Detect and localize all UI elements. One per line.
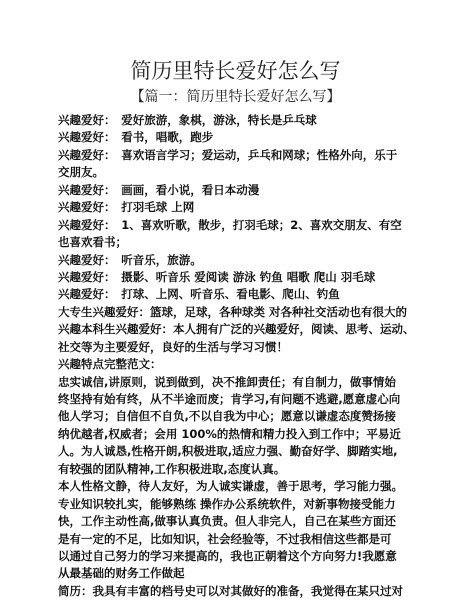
text-line: 有较强的团队精神,工作积极进取,态度认真。 (58, 461, 286, 476)
text-line: 兴趣爱好： 打球、上网、听音乐、看电影、爬山、钓鱼 (58, 287, 340, 302)
text-line: 终坚持有始有终，从不半途而废；肯学习,有问题不逃避,愿意虚心向 (58, 392, 401, 406)
text-line: 兴趣爱好： 打羽毛球 上网 (58, 200, 195, 215)
text-line: 兴趣爱好： 听音乐，旅游。 (58, 252, 202, 267)
text-line: 交朋友。 (58, 165, 104, 180)
text-line: 人。为人诚恳,性格开朗,积极进取,适应力强、勤奋好学、脚踏实地, (58, 444, 398, 459)
text-line: 兴趣爱好： 爱好旅游，象棋，游泳，特长是乒乓球 (58, 113, 317, 127)
text-line: 忠实诚信,讲原则，说到做到，决不推卸责任；有自制力，做事情始 (58, 374, 396, 389)
text-line: 兴趣爱好： 画画，看小说，看日本动漫 (58, 182, 260, 197)
text-line: 兴趣爱好： 摄影、听音乐 爱阅读 游泳 钓鱼 唱歌 爬山 羽毛球 (58, 269, 376, 284)
text-line: 兴趣爱好： 看书，唱歌，跑步 (58, 130, 214, 145)
document-title: 简历里特长爱好怎么写 (130, 59, 341, 83)
text-line: 兴趣特点完整范文： (58, 357, 162, 372)
text-line: 纳优越者,权威者；会用 100%的热情和精力投入到工作中；平易近 (58, 426, 401, 441)
text-line: 兴趣本科生兴趣爱好：本人拥有广泛的兴趣爱好，阅读、思考、运动、 (58, 322, 415, 337)
text-line: 以通过自己努力的学习来提高的，我也正朝着这个方向努力!我愿意 (58, 548, 397, 563)
text-line: 本人性格文静，待人友好，为人诚实谦虚，善于思考，学习能力强。 (58, 479, 403, 494)
text-line: 社交等为主要爱好，良好的生活与学习习惯！ (58, 339, 288, 354)
text-line: 他人学习；自信但不自负,不以自我为中心；愿意以谦虚态度赞扬接 (58, 409, 396, 424)
text-line: 简历：我具有丰富的档号史可以对其做好的准备，我觉得在某只过对 (58, 583, 403, 598)
text-line: 是有一定的不足，比如知识，社会经验等，不过我相信这些都是可 (58, 531, 392, 546)
document-subtitle: 【篇一：简历里特长爱好怎么写】 (130, 89, 341, 105)
text-line: 大专生兴趣爱好：篮球，足球，各种球类 对各种社交活动也有很大的 (58, 304, 407, 319)
text-line: 快，工作主动性高,做事认真负责。但人非完人，自己在某些方面还 (58, 514, 396, 529)
text-line: 专业知识较扎实，能够熟练 操作办公系统软件，对新事物接受能力 (58, 496, 396, 511)
text-line: 兴趣爱好： 喜欢语言学习；爱运动，乒乓和网球；性格外向，乐于 (58, 147, 398, 162)
text-line: 兴趣爱好： 1、喜欢听歌，散步，打羽毛球；2、喜欢交朋友、有空 (58, 217, 402, 232)
text-line: 从最基础的财务工作做起 (58, 566, 185, 581)
document-body (58, 112, 418, 600)
text-line: 也喜欢看书； (58, 235, 127, 250)
